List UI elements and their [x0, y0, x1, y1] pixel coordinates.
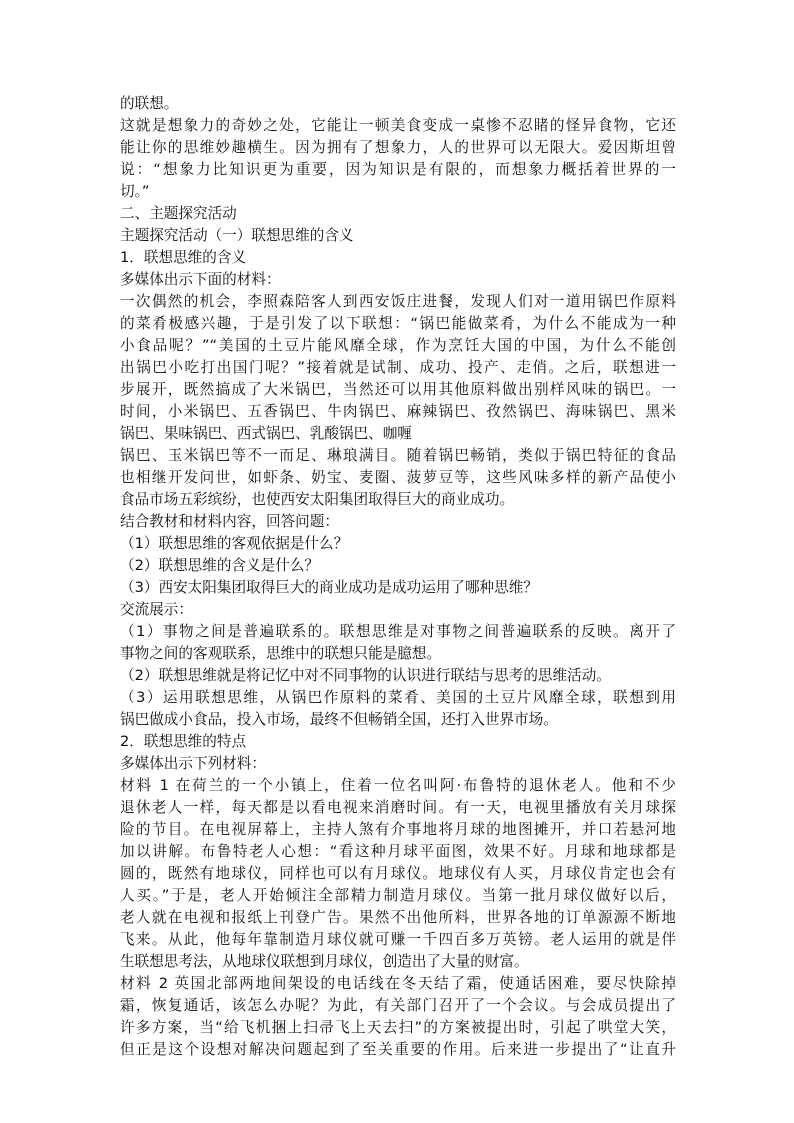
text-line: 2．联想思维的特点 [120, 733, 247, 750]
text-line: 交流展示： [120, 601, 193, 618]
text-line: 生联想思考法，从地球仪联想到月球仪，创造出了大量的财富。 [120, 953, 529, 970]
text-line: 多媒体出示下面的材料： [120, 271, 281, 288]
document-page [120, 93, 676, 1061]
text-line: （2）联想思维就是将记忆中对不同事物的认识进行联结与思考的思维活动。 [120, 667, 611, 684]
text-line: 步展开，既然搞成了大米锅巴，当然还可以用其他原料做出别样风味的锅巴。一 [120, 381, 676, 398]
text-line: 飞来。从此，他每年靠制造月球仪就可赚一千四百多万英镑。老人运用的就是伴 [120, 931, 676, 948]
text-line: 时间，小米锅巴、五香锅巴、牛肉锅巴、麻辣锅巴、孜然锅巴、海味锅巴、黑米 [120, 403, 676, 420]
text-line: 食品市场五彩缤纷，也使西安太阳集团取得巨大的商业成功。 [120, 491, 515, 508]
text-line: 许多方案，当“给飞机捆上扫帚飞上天去扫”的方案被提出时，引起了哄堂大笑， [120, 1019, 676, 1036]
text-line: 主题探究活动（一）联想思维的含义 [120, 227, 354, 244]
text-line: 但正是这个设想对解决问题起到了至关重要的作用。后来进一步提出了“让直升 [120, 1041, 676, 1058]
text-line: 锅巴做成小食品，投入市场，最终不但畅销全国，还打入世界市场。 [120, 711, 558, 728]
text-line: 的联想。 [120, 95, 179, 112]
text-line: （3）运用联想思维，从锅巴作原料的菜肴、美国的土豆片风靡全球，联想到用 [120, 689, 676, 706]
text-line: 切。” [120, 183, 150, 200]
text-line: 老人就在电视和报纸上刊登广告。果然不出他所料，世界各地的订单源源不断地 [120, 909, 676, 926]
text-line: 多媒体出示下列材料： [120, 755, 266, 772]
text-line: （3）西安太阳集团取得巨大的商业成功是成功运用了哪种思维？ [120, 579, 538, 596]
text-line: 说：“想象力比知识更为重要，因为知识是有限的，而想象力概括着世界的一 [120, 161, 676, 178]
text-line: 一次偶然的机会，李照森陪客人到西安饭庄进餐，发现人们对一道用锅巴作原料 [120, 293, 676, 310]
text-line: 小食品呢？”“美国的土豆片能风靡全球，作为烹饪大国的中国，为什么不能创 [120, 337, 676, 354]
text-line: 加以讲解。布鲁特老人心想：“看这种月球平面图，效果不好。月球和地球都是 [120, 843, 676, 860]
text-line: 结合教材和材料内容，回答问题： [120, 513, 339, 530]
text-line: 锅巴、玉米锅巴等不一而足、琳琅满目。随着锅巴畅销，类似于锅巴特征的食品 [120, 447, 676, 464]
text-line: 1．联想思维的含义 [120, 249, 247, 266]
text-line: 材料 2 英国北部两地间架设的电话线在冬天结了霜，使通话困难，要尽快除掉 [120, 975, 676, 992]
text-line: 材料 1 在荷兰的一个小镇上，住着一位名叫阿·布鲁特的退休老人。他和不少 [120, 777, 676, 794]
text-line: 人买。”于是，老人开始倾注全部精力制造月球仪。当第一批月球仪做好以后， [120, 887, 676, 904]
text-line: 锅巴、果味锅巴、西式锅巴、乳酸锅巴、咖喱 [120, 425, 412, 442]
text-line: 退休老人一样，每天都是以看电视来消磨时间。有一天，电视里播放有关月球探 [120, 799, 676, 816]
text-line: 的菜肴极感兴趣，于是引发了以下联想：“锅巴能做菜肴，为什么不能成为一种 [120, 315, 676, 332]
text-line: 险的节目。在电视屏幕上，主持人煞有介事地将月球的地图摊开，并口若悬河地 [120, 821, 676, 838]
text-line: 也相继开发问世，如虾条、奶宝、麦圈、菠萝豆等，这些风味多样的新产品使小 [120, 469, 676, 486]
text-line: 二、主题探究活动 [120, 205, 237, 222]
text-line: （1）联想思维的客观依据是什么？ [120, 535, 349, 552]
text-line: 圆的，既然有地球仪，同样也可以有月球仪。地球仪有人买，月球仪肯定也会有 [120, 865, 676, 882]
text-line: 能让你的思维妙趣横生。因为拥有了想象力，人的世界可以无限大。爱因斯坦曾 [120, 139, 676, 156]
text-line: 这就是想象力的奇妙之处，它能让一顿美食变成一桌惨不忍睹的怪异食物，它还 [120, 117, 676, 134]
text-line: 事物之间的客观联系，思维中的联想只能是臆想。 [120, 645, 442, 662]
text-line: （1）事物之间是普遍联系的。联想思维是对事物之间普遍联系的反映。离开了 [120, 623, 676, 640]
text-line: 出锅巴小吃打出国门呢？”接着就是试制、成功、投产、走俏。之后，联想进一 [120, 359, 676, 376]
text-line: （2）联想思维的含义是什么？ [120, 557, 320, 574]
text-line: 霜，恢复通话，该怎么办呢？为此，有关部门召开了一个会议。与会成员提出了 [120, 997, 676, 1014]
